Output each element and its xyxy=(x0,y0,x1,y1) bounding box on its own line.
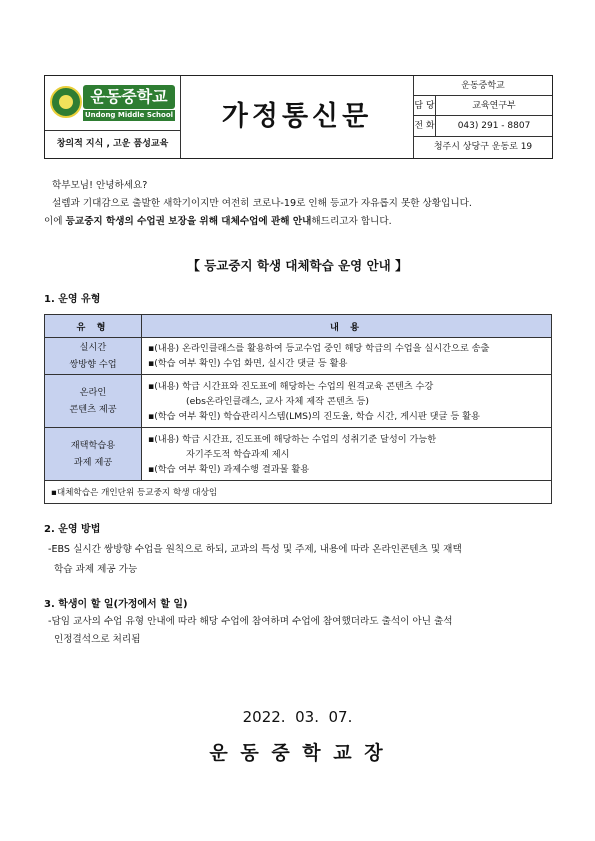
row-type-line: 콘텐츠 제공 xyxy=(69,404,117,415)
school-logo-name-en: Undong Middle School xyxy=(84,111,174,119)
row-content-line: ▪(내용) 학급 시간표, 진도표에 해당하는 수업의 성취기준 달성이 가능한 xyxy=(148,433,437,445)
school-emblem-icon xyxy=(50,86,82,118)
row-content-cell xyxy=(142,428,552,481)
school-name: 운동중학교 xyxy=(414,76,552,96)
contact-info xyxy=(414,76,552,158)
phone-row xyxy=(414,116,552,137)
table-row xyxy=(45,338,552,375)
row-type-cell xyxy=(45,375,142,428)
table-note: ▪대체학습은 개인단위 등교중지 학생 대상임 xyxy=(45,481,552,504)
dept-label: 담 당 xyxy=(414,96,436,115)
row-type-line: 재택학습용 xyxy=(70,440,116,451)
principal-signature: 운 동 중 학 교 장 xyxy=(209,742,386,764)
school-address: 청주시 상당구 운동로 19 xyxy=(433,142,533,152)
column-header-content: 내 용 xyxy=(142,315,552,338)
logo-area xyxy=(45,76,181,131)
intro-line-2-prefix: 이에 xyxy=(44,216,66,227)
row-type-line: 실시간 xyxy=(79,342,107,353)
dept-row xyxy=(414,96,552,116)
row-type-cell xyxy=(45,338,142,375)
row-content-cell xyxy=(142,375,552,428)
intro-line-2-emphasis: 등교중지 학생의 수업권 보장을 위해 대체수업에 관해 안내 xyxy=(65,216,312,227)
section-title: 【 등교중지 학생 대체학습 운영 안내 】 xyxy=(187,258,408,273)
intro-line-1: 설렘과 기대감으로 출발한 새학기이지만 여전히 코로나-19로 인해 등교가 자유롭지 못한 상황입니다. xyxy=(52,198,472,209)
row-content-line: ▪(내용) 학급 시간표와 진도표에 해당하는 수업의 원격교육 콘텐츠 수강 xyxy=(148,380,434,392)
section-1-heading: 1. 운영 유형 xyxy=(44,294,101,305)
column-header-type: 유 형 xyxy=(45,315,142,338)
row-type-line: 과제 제공 xyxy=(73,457,113,468)
school-logo-name: 운동중학교 xyxy=(83,85,175,109)
row-content-line: ▪(학습 여부 확인) 학습관리시스템(LMS)의 진도율, 학습 시간, 게시판 댓글 등 활용 xyxy=(148,410,480,422)
letter-header xyxy=(44,75,553,159)
school-motto: 창의적 지식 , 고운 품성교육 xyxy=(45,131,181,158)
row-content-line: ▪(내용) 온라인클래스를 활용하여 등교수업 중인 해당 학급의 수업을 실시간으로 송출 xyxy=(148,343,490,354)
letter-date: 2022. 03. 07. xyxy=(242,708,353,726)
phone-value: 043) 291 - 8807 xyxy=(457,121,531,131)
row-content-line: (ebs온라인클래스, 교사 자체 제작 콘텐츠 등) xyxy=(186,395,369,407)
table-row xyxy=(45,428,552,481)
section-2-line-2: 학습 과제 제공 가능 xyxy=(54,564,138,575)
section-2-line-1: -EBS 실시간 쌍방향 수업을 원칙으로 하되, 교과의 특성 및 주제, 내용에 따라 온라인콘텐츠 및 재택 xyxy=(48,544,462,555)
table-row xyxy=(45,375,552,428)
table-note-row xyxy=(45,481,552,504)
intro-line-2-suffix: 해드리고자 합니다. xyxy=(311,216,392,227)
document-title: 가정통신문 xyxy=(181,76,414,158)
operation-types-table xyxy=(44,314,552,504)
dept-value: 교육연구부 xyxy=(472,101,516,111)
intro-greeting: 학부모님! 안녕하세요? xyxy=(52,180,148,191)
row-content-line: ▪(학습 여부 확인) 과제수행 결과물 활용 xyxy=(148,463,310,475)
row-content-line: 자기주도적 학습과제 제시 xyxy=(186,448,290,460)
row-type-line: 쌍방향 수업 xyxy=(69,359,117,370)
intro-line-2 xyxy=(44,214,564,230)
row-type-line: 온라인 xyxy=(79,387,107,398)
row-content-cell xyxy=(142,338,552,375)
section-3-line-2: 인정결석으로 처리됨 xyxy=(54,634,141,645)
section-2-heading: 2. 운영 방법 xyxy=(44,524,101,535)
section-3-heading: 3. 학생이 할 일(가정에서 할 일) xyxy=(44,599,188,610)
row-content-line: ▪(학습 여부 확인) 수업 화면, 실시간 댓글 등 활용 xyxy=(148,358,348,369)
row-type-cell xyxy=(45,428,142,481)
section-3-line-1: -담임 교사의 수업 유형 안내에 따라 해당 수업에 참여하며 수업에 참여했더라도 출석이 아닌 출석 xyxy=(48,616,453,627)
phone-label: 전 화 xyxy=(414,116,436,136)
